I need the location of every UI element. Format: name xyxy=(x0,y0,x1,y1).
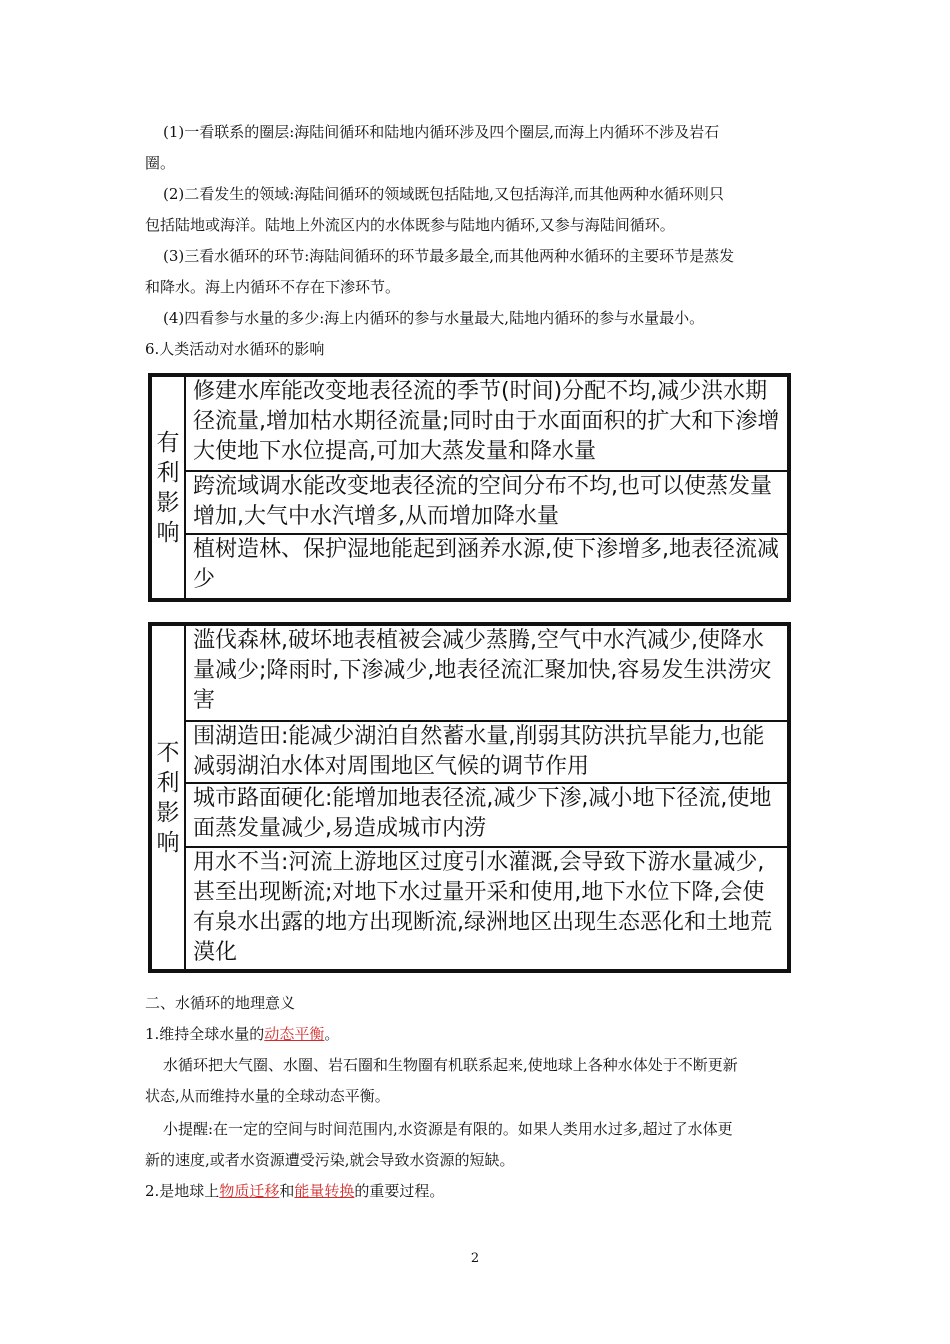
page-number: 2 xyxy=(470,1251,480,1266)
paragraph-line: 状态,从而维持水量的全球动态平衡。 xyxy=(145,1087,390,1105)
table-cell: 植树造林、保护湿地能起到涵养水源,使下渗增多,地表径流减 少 xyxy=(193,537,779,592)
section-6-title: 6.人类活动对水循环的影响 xyxy=(145,340,325,358)
compare-line: 和降水。海上内循环不存在下渗环节。 xyxy=(145,278,401,296)
paragraph-line: 水循环把大气圈、水圈、岩石圈和生物圈有机联系起来,使地球上各种水体处于不断更新 xyxy=(163,1056,738,1074)
point-2-key-term-1: 物质迁移 xyxy=(219,1182,280,1200)
table-side-header xyxy=(152,377,186,598)
unfavorable-label: 不利影响 xyxy=(156,739,180,856)
table-cell: 城市路面硬化:能增加地表径流,减少下渗,减小地下径流,使地 面蒸发量减少,易造成城市内涝 xyxy=(193,786,772,841)
compare-line: 包括陆地或海洋。陆地上外流区内的水体既参与陆地内循环,又参与海陆间循环。 xyxy=(145,216,675,234)
favorable-impact-table xyxy=(148,373,791,602)
table-cell: 用水不当:河流上游地区过度引水灌溉,会导致下游水量减少, 甚至出现断流;对地下水过量开采和使用,地下水位下降,会使 有泉水出露的地方出现断流,绿洲地区出现生态恶化和土地荒 漠化 xyxy=(193,850,772,965)
tip-line: 新的速度,或者水资源遭受污染,就会导致水资源的短缺。 xyxy=(145,1151,515,1169)
compare-line: (3)三看水循环的环节:海陆间循环的环节最多最全,而其他两种水循环的主要环节是蒸发 xyxy=(163,247,735,265)
favorable-label: 有利影响 xyxy=(156,429,180,546)
section-2-title: 二、水循环的地理意义 xyxy=(145,994,296,1012)
tip-line: 小提醒:在一定的空间与时间范围内,水资源是有限的。如果人类用水过多,超过了水体更 xyxy=(163,1120,733,1138)
compare-line: 圈。 xyxy=(145,154,176,172)
compare-line: (4)四看参与水量的多少:海上内循环的参与水量最大,陆地内循环的参与水量最小。 xyxy=(163,309,705,327)
point-1-suffix: 。 xyxy=(324,1025,340,1043)
point-2-key-term-2: 能量转换 xyxy=(294,1182,355,1200)
table-side-header xyxy=(152,626,186,969)
table-cell: 围湖造田:能减少湖泊自然蓄水量,削弱其防洪抗旱能力,也能 减弱湖泊水体对周围地区气候的调节作用 xyxy=(193,724,765,779)
compare-line: (2)二看发生的领域:海陆间循环的领域既包括陆地,又包括海洋,而其他两种水循环则只 xyxy=(163,185,724,203)
table-cell: 修建水库能改变地表径流的季节(时间)分配不均,减少洪水期 径流量,增加枯水期径流量;同时由于水面面积的扩大和下渗增 大使地下水位提高,可加大蒸发量和降水量 xyxy=(193,379,780,464)
point-1 xyxy=(145,1025,339,1043)
point-2 xyxy=(145,1182,444,1200)
point-2-suffix: 的重要过程。 xyxy=(354,1182,445,1200)
point-1-prefix: 1.维持全球水量的 xyxy=(145,1025,265,1043)
table-cell: 滥伐森林,破坏地表植被会减少蒸腾,空气中水汽减少,使降水 量减少;降雨时,下渗减少,地表径流汇聚加快,容易发生洪涝灾 害 xyxy=(193,628,772,713)
table-cell: 跨流域调水能改变地表径流的空间分布不均,也可以使蒸发量 增加,大气中水汽增多,从而增加降水量 xyxy=(193,474,772,529)
point-2-prefix: 2.是地球上 xyxy=(145,1182,220,1200)
point-1-key-term: 动态平衡 xyxy=(264,1025,325,1043)
unfavorable-impact-table xyxy=(148,622,791,973)
compare-line: (1)一看联系的圈层:海陆间循环和陆地内循环涉及四个圈层,而海上内循环不涉及岩石 xyxy=(163,123,720,141)
point-2-mid: 和 xyxy=(279,1182,295,1200)
